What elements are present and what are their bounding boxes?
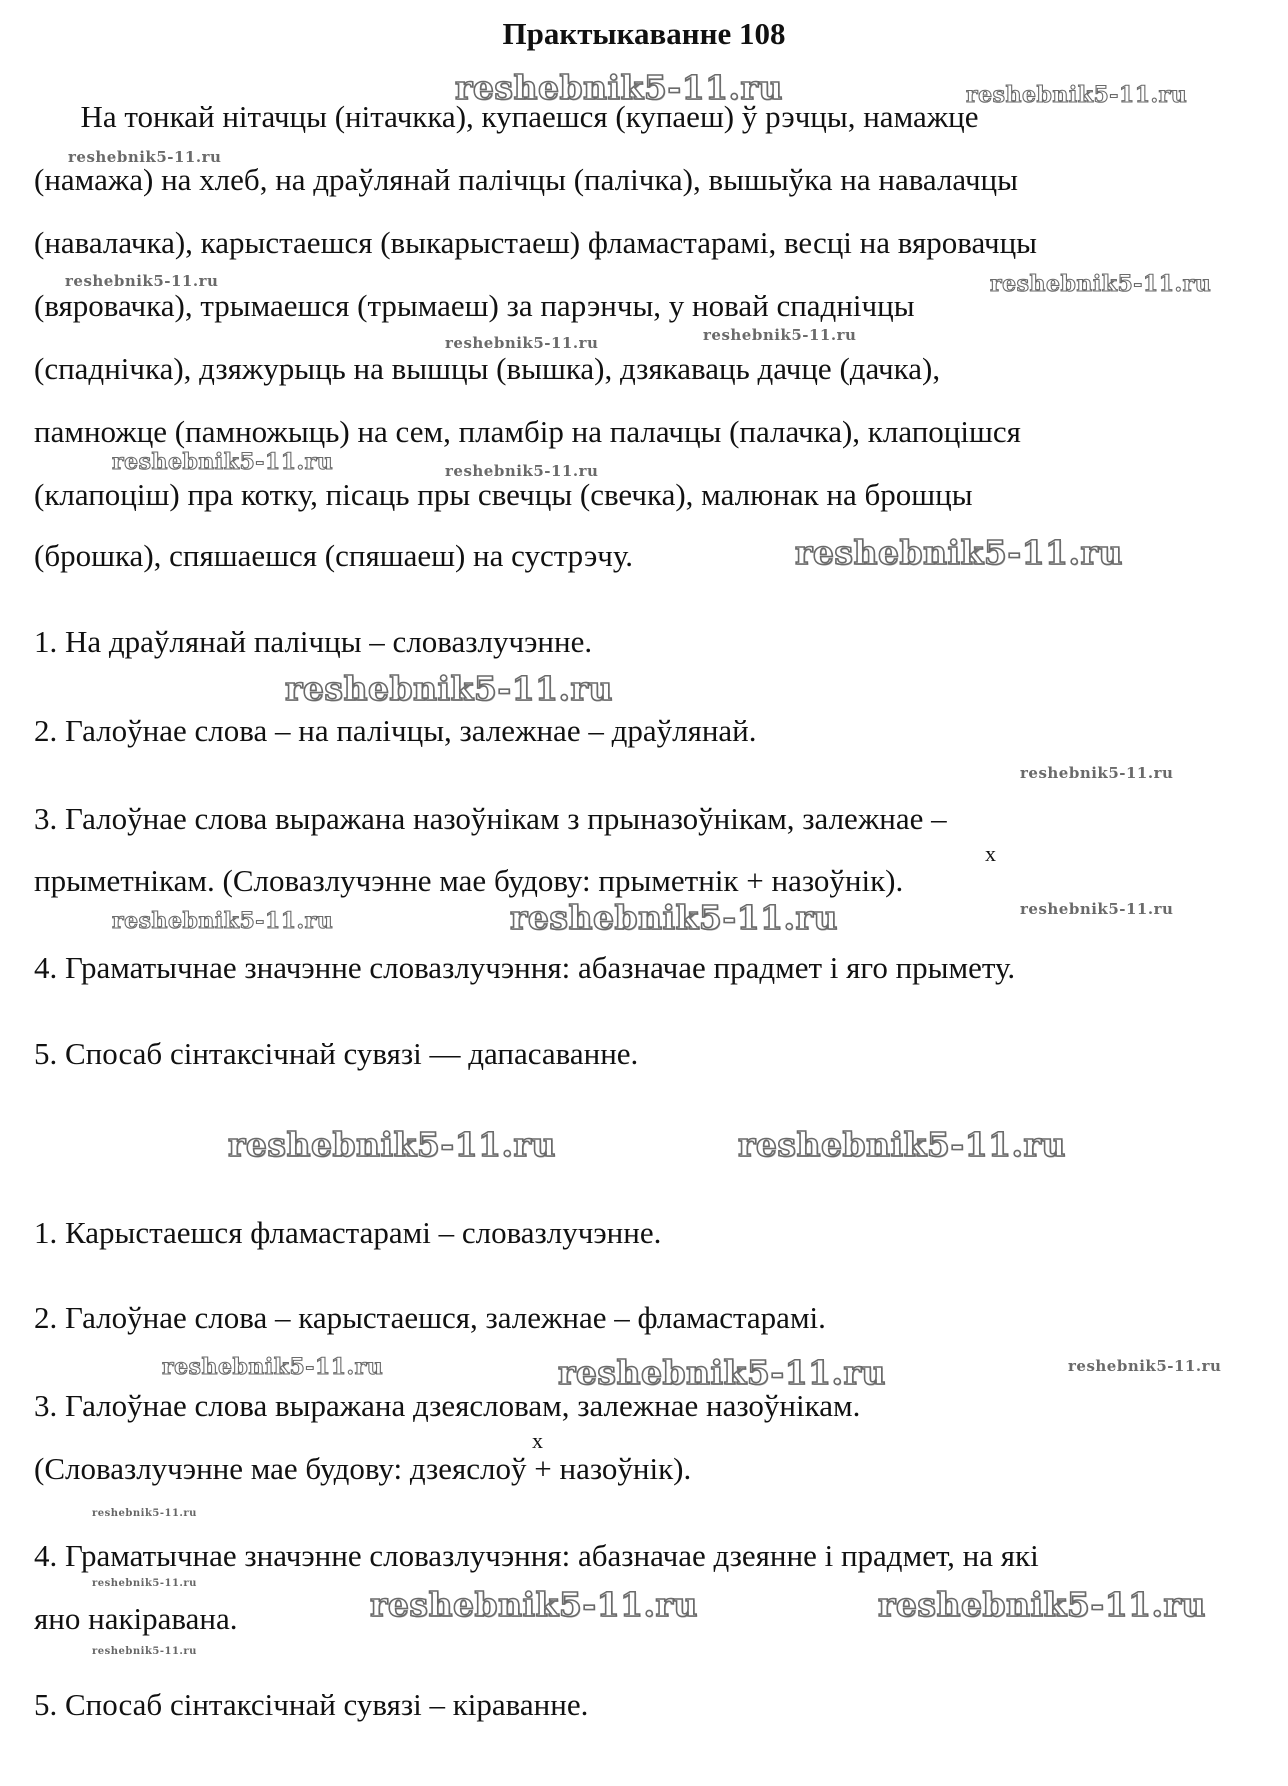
watermark: reshebnik5-11.ru xyxy=(162,1354,384,1380)
watermark: reshebnik5-11.ru xyxy=(370,1585,698,1624)
analysis-1-item: 4. Граматычнае значэнне словазлучэння: абазначае прадмет і яго прымету. xyxy=(34,950,1016,985)
paragraph-line: памножце (памножыць) на сем, пламбір на палачцы (палачка), клапоцішся xyxy=(34,414,1021,449)
watermark: reshebnik5-11.ru xyxy=(112,449,334,475)
analysis-1-item: прыметнікам. (Словазлучэнне мае будову: прыметнік + назоўнік). xyxy=(34,863,904,898)
analysis-1-item: 2. Галоўнае слова – на палічцы, залежнае – драўлянай. xyxy=(34,713,757,748)
analysis-2-item: (Словазлучэнне мае будову: дзеяслоў + назоўнік). xyxy=(34,1451,692,1486)
watermark: reshebnik5-11.ru xyxy=(92,1508,197,1519)
watermark: reshebnik5-11.ru xyxy=(92,1578,197,1589)
paragraph-line: (вяровачка), трымаешся (трымаеш) за парэнчы, у новай спаднічцы xyxy=(34,288,915,323)
watermark: reshebnik5-11.ru xyxy=(65,272,219,290)
watermark: reshebnik5-11.ru xyxy=(1068,1357,1222,1375)
watermark: reshebnik5-11.ru xyxy=(703,326,857,344)
watermark: reshebnik5-11.ru xyxy=(285,669,613,708)
analysis-2-item: 4. Граматычнае значэнне словазлучэння: абазначае дзеянне і прадмет, на які xyxy=(34,1538,1039,1573)
watermark: reshebnik5-11.ru xyxy=(1020,764,1174,782)
analysis-2-item: 5. Спосаб сінтаксічнай сувязі – кіраванне. xyxy=(34,1687,589,1722)
analysis-1-item: 3. Галоўнае слова выражана назоўнікам з прыназоўнікам, залежнае – xyxy=(34,801,947,836)
main-word-mark: x xyxy=(985,841,996,866)
analysis-2-item: 1. Карыстаешся фламастарамі – словазлучэнне. xyxy=(34,1215,662,1250)
paragraph-line: (спаднічка), дзяжурыць на вышцы (вышка), дзякаваць дачце (дачка), xyxy=(34,351,941,386)
watermark: reshebnik5-11.ru xyxy=(228,1125,556,1164)
watermark: reshebnik5-11.ru xyxy=(112,908,334,934)
watermark: reshebnik5-11.ru xyxy=(1020,900,1174,918)
analysis-1-item: 1. На драўлянай палічцы – словазлучэнне. xyxy=(34,624,593,659)
paragraph-line: (брошка), спяшаешся (спяшаеш) на сустрэчу. xyxy=(34,538,633,573)
watermark: reshebnik5-11.ru xyxy=(92,1646,197,1657)
watermark: reshebnik5-11.ru xyxy=(990,271,1212,297)
paragraph-line: На тонкай нітачцы (нітачкка), купаешся (купаеш) ў рэчцы, намажце xyxy=(34,99,979,134)
watermark: reshebnik5-11.ru xyxy=(558,1353,886,1392)
watermark: reshebnik5-11.ru xyxy=(738,1125,1066,1164)
watermark: reshebnik5-11.ru xyxy=(795,533,1123,572)
analysis-2-item: 2. Галоўнае слова – карыстаешся, залежнае – фламастарамі. xyxy=(34,1300,826,1335)
main-word-mark: x xyxy=(532,1428,543,1453)
paragraph-line: (клапоціш) пра котку, пісаць пры свечцы (свечка), малюнак на брошцы xyxy=(34,477,973,512)
page-title: Практыкаванне 108 xyxy=(502,16,786,51)
analysis-2-item: яно накіравана. xyxy=(34,1601,238,1636)
watermark: reshebnik5-11.ru xyxy=(510,898,838,937)
watermark: reshebnik5-11.ru xyxy=(68,148,222,166)
watermark: reshebnik5-11.ru xyxy=(445,334,599,352)
watermark: reshebnik5-11.ru xyxy=(878,1585,1206,1624)
watermark: reshebnik5-11.ru xyxy=(455,68,783,107)
watermark: reshebnik5-11.ru xyxy=(445,462,599,480)
paragraph-line: (навалачка), карыстаешся (выкарыстаеш) фламастарамі, весці на вяровачцы xyxy=(34,225,1038,260)
analysis-1-item: 5. Спосаб сінтаксічнай сувязі — дапасаванне. xyxy=(34,1036,639,1071)
paragraph-line: (намажа) на хлеб, на драўлянай палічцы (палічка), вышыўка на навалачцы xyxy=(34,162,1018,197)
analysis-2-item: 3. Галоўнае слова выражана дзеясловам, залежнае назоўнікам. xyxy=(34,1388,861,1423)
watermark: reshebnik5-11.ru xyxy=(966,82,1188,108)
